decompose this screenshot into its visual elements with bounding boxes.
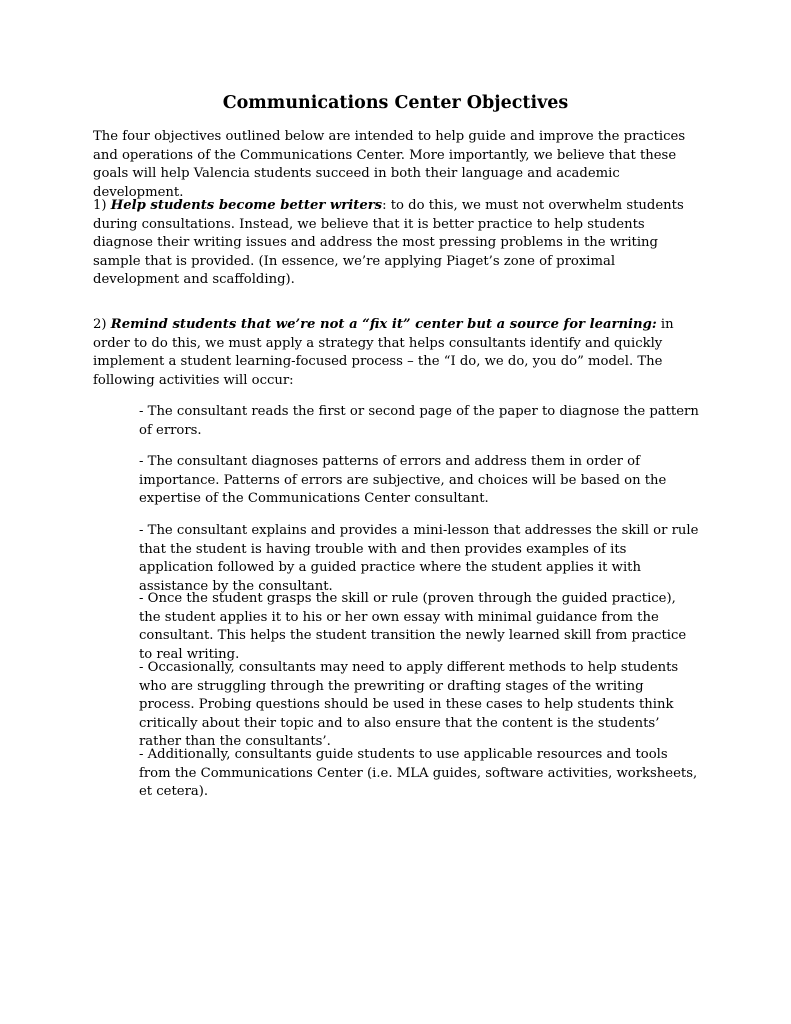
intro-paragraph: The four objectives outlined below are intended to help guide and improve the practices and operations of the Communications Center. More importantly, we believe that these goals will help Valencia students succeed in both their language and academic development. <box>93 129 686 200</box>
objective-1-text: : to do this, we must not overwhelm students during consultations. Instead, we believe that it is better practice to help students diagnose their writing issues and address the most pressing problems in the writing sample that is provided. (In essence, we’re applying Piaget’s zone of proximal development and scaffolding). <box>93 198 684 288</box>
activity-item: - The consultant explains and provides a mini-lesson that addresses the skill or rule that the student is having trouble with and then provides examples of its application followed by a guided practice where the student applies it with assistance by the consultant. <box>139 523 699 594</box>
objective-2 <box>93 316 697 390</box>
activity-item: - The consultant diagnoses patterns of errors and address them in order of importance. Patterns of errors are subjective, and choices will be based on the expertise of the Communications Center consultant. <box>139 454 667 507</box>
objective-2-number: 2) <box>93 317 111 332</box>
objective-1-heading: Help students become better writers <box>110 198 383 213</box>
objective-2-heading: Remind students that we’re not a “fix it” center but a source for learning: <box>110 317 657 332</box>
page-title: Communications Center Objectives <box>222 93 569 113</box>
activity-item: - Once the student grasps the skill or rule (proven through the guided practice), the student applies it to his or her own essay with minimal guidance from the consultant. This helps the student transition the newly learned skill from practice to real writing. <box>139 591 687 662</box>
objective-1-number: 1) <box>93 198 111 213</box>
activity-item: - The consultant reads the first or second page of the paper to diagnose the pattern of errors. <box>139 404 699 438</box>
objective-1 <box>93 197 697 290</box>
activity-item: - Occasionally, consultants may need to apply different methods to help students who are struggling through the prewriting or drafting stages of the writing process. Probing questions should be used in these cases to help students think critically about their topic and to also ensure that the content is the students’ rather than the consultants’. <box>139 660 679 750</box>
objective-2-text: in order to do this, we must apply a strategy that helps consultants identify and quickly implement a student learning-focused process – the “I do, we do, you do” model. The following activities will occur: <box>93 317 674 388</box>
activity-item: - Additionally, consultants guide students to use applicable resources and tools from the Communications Center (i.e. MLA guides, software activities, worksheets, et cetera). <box>139 747 698 800</box>
